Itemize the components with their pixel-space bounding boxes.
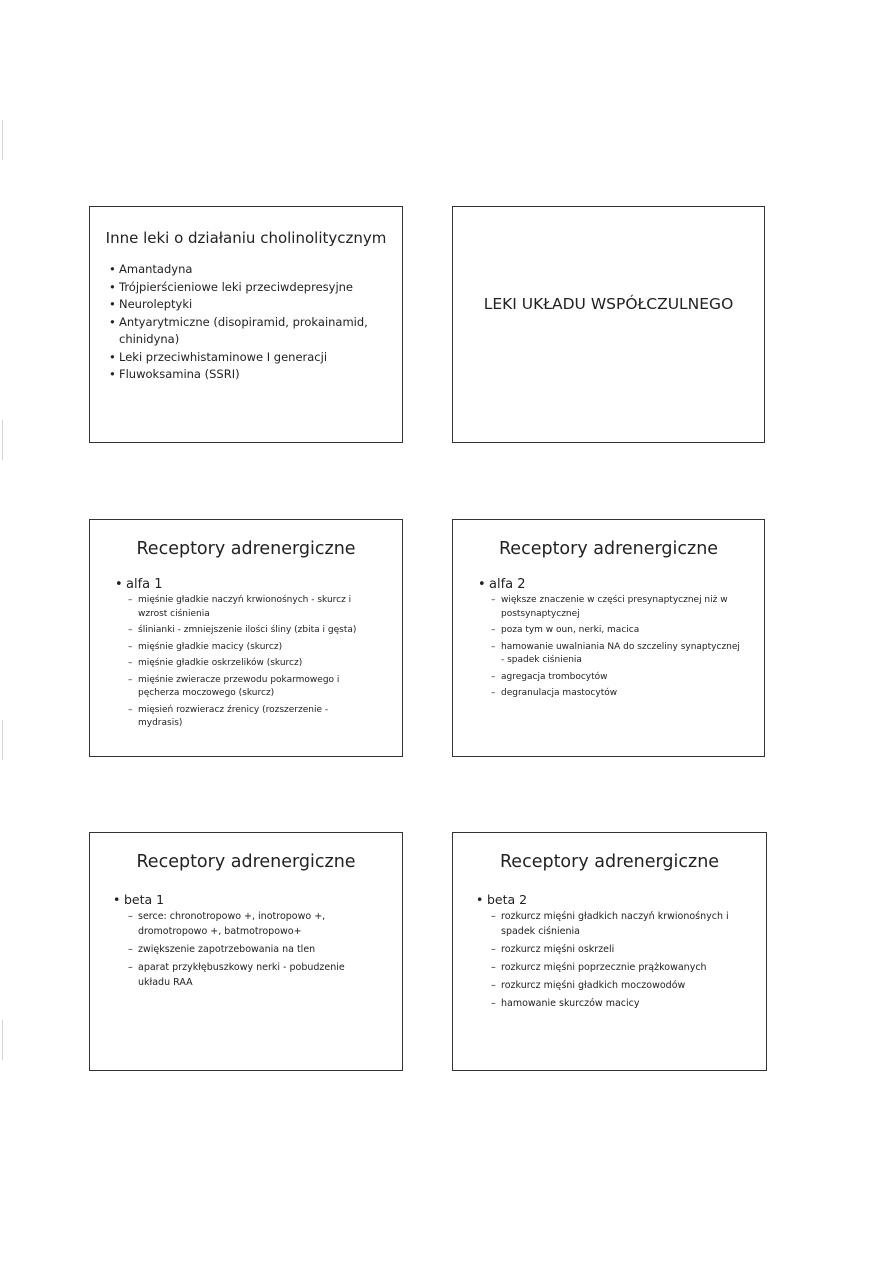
section-title: LEKI UKŁADU WSPÓŁCZULNEGO bbox=[483, 295, 734, 313]
slide-alpha2 bbox=[452, 519, 765, 757]
list-item: – hamowanie skurczów macicy bbox=[491, 996, 750, 1011]
list-item: – mięśnie gładkie macicy (skurcz) bbox=[128, 641, 374, 655]
sub-list bbox=[128, 594, 374, 731]
receptor-heading: • alfa 1 bbox=[115, 577, 402, 592]
sub-list bbox=[491, 909, 750, 1011]
list-item: – mięśnie zwieracze przewodu pokarmowego i pęcherza moczowego (skurcz) bbox=[128, 674, 374, 701]
list-item: – poza tym w oun, nerki, macica bbox=[491, 624, 740, 638]
list-item: • Amantadyna bbox=[109, 261, 394, 279]
slide-beta2 bbox=[452, 832, 767, 1071]
list-item: – serce: chronotropowo +, inotropowo +, dromotropowo +, batmotropowo+ bbox=[128, 909, 362, 939]
list-item: – mięsień rozwieracz źrenicy (rozszerzenie - mydrasis) bbox=[128, 704, 374, 731]
list-item: – większe znaczenie w części presynaptycznej niż w postsynaptycznej bbox=[491, 594, 740, 621]
sub-list bbox=[128, 909, 362, 990]
list-item: – rozkurcz mięśni gładkich moczowodów bbox=[491, 978, 750, 993]
receptor-heading: • beta 2 bbox=[476, 892, 766, 907]
receptor-heading: • beta 1 bbox=[113, 892, 402, 907]
list-item: – agregacja trombocytów bbox=[491, 671, 740, 685]
list-item: – degranulacja mastocytów bbox=[491, 687, 740, 701]
slide-title: Receptory adrenergiczne bbox=[136, 852, 356, 872]
list-item: – rozkurcz mięśni gładkich naczyń krwionośnych i spadek ciśnienia bbox=[491, 909, 750, 939]
list-item: – zwiększenie zapotrzebowania na tlen bbox=[128, 942, 362, 957]
list-item: • Leki przeciwhistaminowe I generacji bbox=[109, 349, 394, 367]
list-item: – ślinianki - zmniejszenie ilości śliny (zbita i gęsta) bbox=[128, 624, 374, 638]
bullet-list bbox=[90, 261, 402, 384]
list-item: • Neuroleptyki bbox=[109, 296, 394, 314]
list-item: – rozkurcz mięśni oskrzeli bbox=[491, 942, 750, 957]
sub-list bbox=[491, 594, 740, 701]
slide-sympathetic-section bbox=[452, 206, 765, 443]
slide-title: Receptory adrenergiczne bbox=[136, 539, 356, 559]
slide-title: Inne leki o działaniu cholinolitycznym bbox=[105, 229, 387, 247]
list-item: – aparat przykłębuszkowy nerki - pobudzenie układu RAA bbox=[128, 960, 362, 990]
slide-beta1 bbox=[89, 832, 403, 1071]
list-item: – mięśnie gładkie naczyń krwionośnych - skurcz i wzrost ciśnienia bbox=[128, 594, 374, 621]
list-item: – hamowanie uwalniania NA do szczeliny synaptycznej - spadek ciśnienia bbox=[491, 641, 740, 668]
list-item: • Antyarytmiczne (disopiramid, prokainamid, chinidyna) bbox=[109, 314, 394, 349]
slide-title: Receptory adrenergiczne bbox=[498, 539, 719, 559]
list-item: • Fluwoksamina (SSRI) bbox=[109, 366, 394, 384]
receptor-heading: • alfa 2 bbox=[478, 577, 764, 592]
scan-edge-marks bbox=[2, 0, 3, 1261]
slide-cholinolytic-drugs bbox=[89, 206, 403, 443]
list-item: • Trójpierścieniowe leki przeciwdepresyjne bbox=[109, 279, 394, 297]
list-item: – mięśnie gładkie oskrzelików (skurcz) bbox=[128, 657, 374, 671]
list-item: – rozkurcz mięśni poprzecznie prążkowanych bbox=[491, 960, 750, 975]
slide-alpha1 bbox=[89, 519, 403, 757]
slide-title: Receptory adrenergiczne bbox=[499, 852, 720, 872]
